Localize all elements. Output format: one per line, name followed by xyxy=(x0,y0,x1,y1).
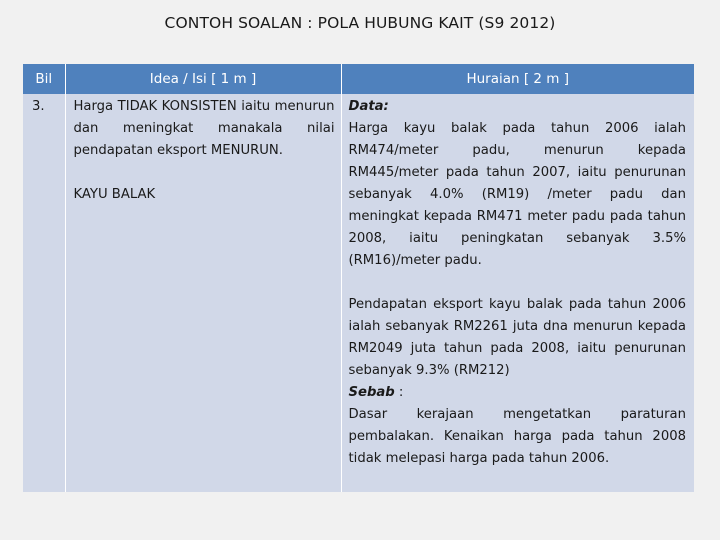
header-idea: Idea / Isi [ 1 m ] xyxy=(65,64,341,94)
sebab-label: Sebab xyxy=(348,385,395,400)
cell-idea xyxy=(65,94,341,492)
slide-title: CONTOH SOALAN : POLA HUBUNG KAIT (S9 2012) xyxy=(164,14,556,32)
idea-item: KAYU BALAK xyxy=(73,187,156,202)
data-text: Harga kayu balak pada tahun 2006 ialah RM474/meter padu, menurun kepada RM445/meter pada tahun 2007, iaitu penurunan sebanyak 4.0% (RM19) /meter padu dan meningkat kepada RM471 meter padu pada tahun 2008, iaitu peningkatan sebanyak 3.5% (RM16)/meter padu. xyxy=(348,121,686,268)
answer-table xyxy=(23,64,694,492)
sebab-colon: : xyxy=(394,385,404,400)
data-label: Data: xyxy=(348,99,389,114)
sebab-text: Dasar kerajaan mengetatkan paraturan pembalakan. Kenaikan harga pada tahun 2008 tidak melepasi harga pada tahun 2006. xyxy=(348,407,686,466)
cell-bil: 3. xyxy=(23,94,65,492)
cell-huraian xyxy=(341,94,694,492)
sebab-line xyxy=(349,382,687,404)
table-row xyxy=(23,94,694,492)
idea-text: Harga TIDAK KONSISTEN iaitu menurun dan meningkat manakala nilai pendapatan eksport MENURUN. xyxy=(73,99,335,158)
table-header-row xyxy=(23,64,694,94)
export-text: Pendapatan eksport kayu balak pada tahun 2006 ialah sebanyak RM2261 juta dna menurun kepada RM2049 juta tahun pada 2008, iaitu penurunan sebanyak 9.3% (RM212) xyxy=(348,297,686,378)
header-bil: Bil xyxy=(23,64,65,94)
header-huraian: Huraian [ 2 m ] xyxy=(466,71,570,87)
